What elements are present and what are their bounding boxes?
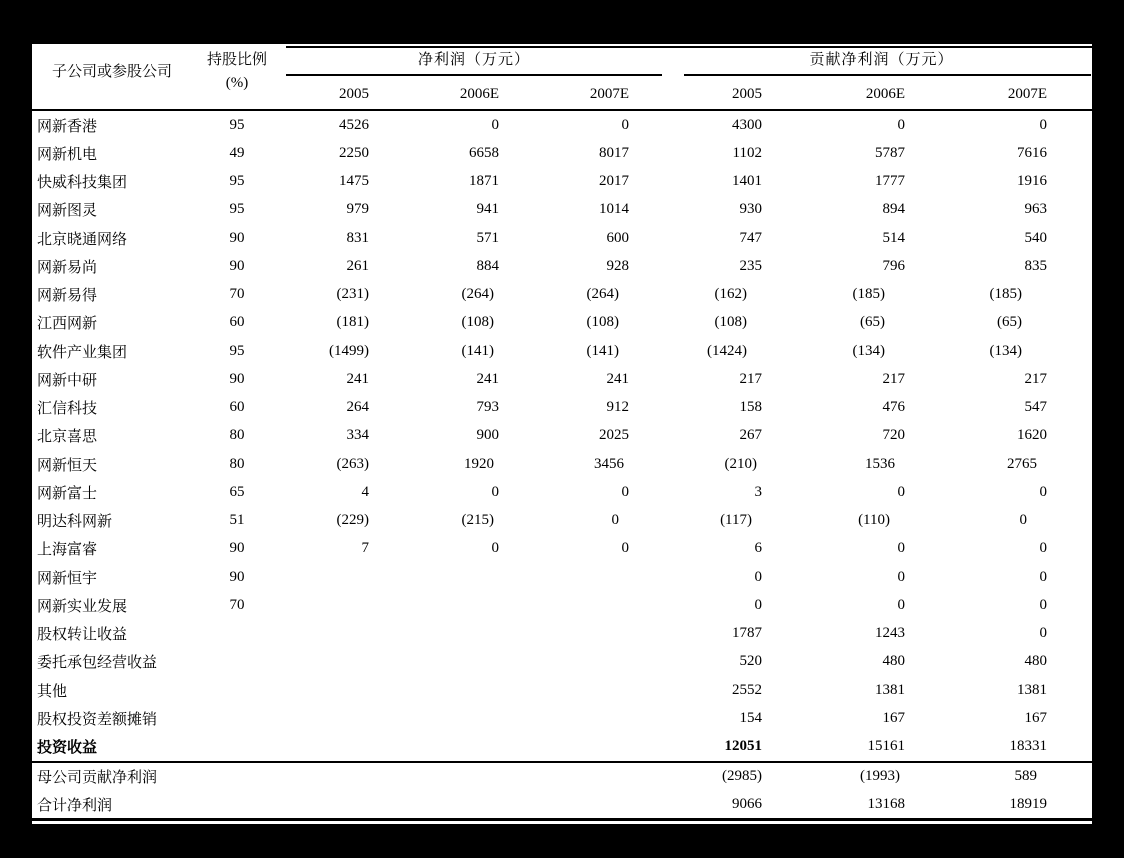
table-row (32, 196, 1092, 224)
value-cell: (162) (714, 286, 747, 303)
year-header: 2005 (339, 86, 369, 102)
company-name-cell: 合计净利润 (37, 797, 113, 814)
value-cell: (1993) (860, 768, 900, 785)
value-cell: 0 (897, 568, 905, 585)
value-cell: 793 (476, 399, 499, 416)
value-cell: 2552 (732, 681, 762, 698)
value-cell: 4526 (339, 116, 369, 133)
holding-column-header: 持股比例 (206, 52, 267, 68)
company-name-cell: 上海富睿 (37, 542, 98, 559)
value-cell: 2025 (599, 427, 629, 444)
value-cell: (134) (852, 342, 885, 359)
year-header: 2006E (865, 86, 905, 102)
value-cell: 0 (1039, 540, 1047, 557)
value-cell: (229) (336, 512, 369, 529)
value-cell: 154 (739, 709, 762, 726)
holding-percent-cell: 70 (229, 286, 245, 303)
holding-percent-cell: 65 (229, 483, 245, 500)
value-cell: (141) (586, 342, 619, 359)
value-cell: 7616 (1017, 144, 1047, 161)
value-cell: 476 (882, 399, 905, 416)
value-cell: 0 (1039, 596, 1047, 613)
value-cell: 0 (1019, 512, 1027, 529)
value-cell: (2985) (722, 768, 762, 785)
table-row (32, 394, 1092, 422)
table-row (32, 478, 1092, 506)
value-cell: 0 (621, 483, 629, 500)
value-cell: (141) (461, 342, 494, 359)
company-name-cell: 软件产业集团 (37, 344, 128, 361)
value-cell: (1499) (329, 342, 369, 359)
table-row (32, 450, 1092, 478)
value-cell: 1777 (875, 173, 905, 190)
holding-percent-cell: 90 (229, 370, 245, 387)
table-row (32, 791, 1092, 819)
value-cell: 831 (346, 229, 369, 246)
holding-percent-cell: 80 (229, 455, 245, 472)
value-cell: 1401 (732, 173, 762, 190)
holding-percent-cell: 90 (229, 540, 245, 557)
value-cell: (185) (852, 286, 885, 303)
document-page (32, 44, 1092, 824)
company-name-cell: 网新图灵 (37, 203, 98, 220)
table-row (32, 224, 1092, 252)
table-bottom-rule (32, 818, 1092, 821)
value-cell: 963 (1024, 201, 1047, 218)
value-cell: 0 (897, 540, 905, 557)
company-name-cell: 网新恒天 (37, 457, 98, 474)
value-cell: 3 (754, 483, 762, 500)
value-cell: (263) (336, 455, 369, 472)
company-name-cell: 网新富士 (37, 485, 98, 502)
value-cell: 3456 (594, 455, 624, 472)
year-header: 2006E (459, 86, 499, 102)
table-row (32, 309, 1092, 337)
contributed-spanner-rule (684, 74, 1091, 76)
company-name-cell: 北京晓通网络 (37, 231, 128, 248)
value-cell: 1871 (469, 173, 499, 190)
value-cell: 241 (476, 370, 499, 387)
year-header: 2007E (1007, 86, 1047, 102)
table-footer (32, 763, 1092, 818)
holding-percent-cell: 80 (229, 427, 245, 444)
value-cell: 2250 (339, 144, 369, 161)
year-header: 2005 (732, 86, 762, 102)
holding-percent-cell: 90 (229, 568, 245, 585)
value-cell: 1381 (875, 681, 905, 698)
value-cell: 0 (621, 116, 629, 133)
value-cell: 480 (1024, 653, 1047, 670)
value-cell: (134) (989, 342, 1022, 359)
value-cell: (181) (336, 314, 369, 331)
value-cell: 0 (754, 568, 762, 585)
value-cell: 540 (1024, 229, 1047, 246)
company-name-cell: 快威科技集团 (37, 175, 128, 192)
company-name-cell: 网新机电 (37, 146, 98, 163)
value-cell: 1920 (464, 455, 494, 472)
value-cell: 15161 (867, 738, 905, 755)
value-cell: 2017 (599, 173, 629, 190)
table-row (32, 620, 1092, 648)
value-cell: 0 (621, 540, 629, 557)
value-cell: 158 (739, 399, 762, 416)
table-row (32, 281, 1092, 309)
table-row (32, 139, 1092, 167)
value-cell: 0 (897, 483, 905, 500)
table-body (32, 111, 1092, 761)
holding-percent-cell: 70 (229, 596, 245, 613)
value-cell: 1381 (1017, 681, 1047, 698)
value-cell: 1916 (1017, 173, 1047, 190)
company-name-cell: 北京喜思 (37, 429, 98, 446)
value-cell: 894 (882, 201, 905, 218)
value-cell: (65) (997, 314, 1022, 331)
value-cell: 8017 (599, 144, 629, 161)
net-profit-spanner-rule (286, 74, 662, 76)
table-row (32, 337, 1092, 365)
value-cell: (210) (724, 455, 757, 472)
company-name-cell: 网新实业发展 (37, 598, 128, 615)
value-cell: 796 (882, 257, 905, 274)
table-row (32, 704, 1092, 732)
value-cell: 334 (346, 427, 369, 444)
value-cell: 747 (739, 229, 762, 246)
value-cell: 235 (739, 257, 762, 274)
value-cell: 720 (882, 427, 905, 444)
table-row (32, 365, 1092, 393)
company-name-cell: 汇信科技 (37, 401, 98, 418)
value-cell: 835 (1024, 257, 1047, 274)
value-cell: 514 (882, 229, 905, 246)
table-row (32, 733, 1092, 761)
holding-percent-cell: 95 (229, 342, 245, 359)
value-cell: 589 (1014, 768, 1037, 785)
value-cell: 0 (1039, 625, 1047, 642)
value-cell: 6658 (469, 144, 499, 161)
value-cell: 2765 (1007, 455, 1037, 472)
table-row (32, 111, 1092, 139)
holding-percent-cell: 60 (229, 399, 245, 416)
value-cell: 928 (606, 257, 629, 274)
value-cell: 267 (739, 427, 762, 444)
value-cell: 1243 (875, 625, 905, 642)
holding-percent-cell: 95 (229, 116, 245, 133)
value-cell: 1475 (339, 173, 369, 190)
value-cell: 0 (897, 596, 905, 613)
company-name-cell: 股权投资差额摊销 (37, 711, 158, 728)
table-top-rule (286, 46, 1092, 49)
value-cell: 217 (1024, 370, 1047, 387)
value-cell: 1620 (1017, 427, 1047, 444)
holding-percent-cell: 90 (229, 257, 245, 274)
holding-percent-cell: 90 (229, 229, 245, 246)
value-cell: (231) (336, 286, 369, 303)
table-row (32, 763, 1092, 791)
value-cell: 0 (1039, 483, 1047, 500)
company-name-cell: 明达科网新 (37, 514, 113, 531)
value-cell: 13168 (867, 795, 905, 812)
table-row (32, 535, 1092, 563)
value-cell: 264 (346, 399, 369, 416)
value-cell: (1424) (707, 342, 747, 359)
value-cell: 0 (897, 116, 905, 133)
value-cell: (110) (858, 512, 890, 529)
value-cell: 217 (739, 370, 762, 387)
value-cell: 0 (754, 596, 762, 613)
value-cell: 520 (739, 653, 762, 670)
table-row (32, 422, 1092, 450)
company-name-cell: 网新香港 (37, 118, 98, 135)
value-cell: 930 (739, 201, 762, 218)
holding-unit-label: (%) (225, 75, 249, 91)
value-cell: 7 (361, 540, 369, 557)
year-header-row (32, 83, 1092, 105)
value-cell: 6 (754, 540, 762, 557)
value-cell: 547 (1024, 399, 1047, 416)
value-cell: 241 (346, 370, 369, 387)
value-cell: 5787 (875, 144, 905, 161)
table-row (32, 591, 1092, 619)
value-cell: (117) (720, 512, 752, 529)
value-cell: 884 (476, 257, 499, 274)
group-header-contributed-net-profit: 贡献净利润（万元） (809, 52, 954, 68)
value-cell: 979 (346, 201, 369, 218)
table-row (32, 563, 1092, 591)
value-cell: 0 (1039, 568, 1047, 585)
year-header: 2007E (589, 86, 629, 102)
value-cell: 12051 (724, 738, 762, 755)
company-name-cell: 委托承包经营收益 (37, 655, 158, 672)
value-cell: 261 (346, 257, 369, 274)
company-name-cell: 网新易得 (37, 288, 98, 305)
value-cell: 1787 (732, 625, 762, 642)
holding-percent-cell: 60 (229, 314, 245, 331)
value-cell: 912 (606, 399, 629, 416)
value-cell: (264) (586, 286, 619, 303)
value-cell: 1102 (732, 144, 762, 161)
company-name-cell: 股权转让收益 (37, 627, 128, 644)
company-name-cell: 网新易尚 (37, 259, 98, 276)
company-name-cell: 江西网新 (37, 316, 98, 333)
value-cell: 1536 (865, 455, 895, 472)
company-name-cell: 母公司贡献净利润 (37, 770, 158, 787)
value-cell: 167 (882, 709, 905, 726)
value-cell: 0 (611, 512, 619, 529)
value-cell: 600 (606, 229, 629, 246)
value-cell: (108) (714, 314, 747, 331)
table-row (32, 168, 1092, 196)
value-cell: 0 (1039, 116, 1047, 133)
value-cell: 0 (491, 483, 499, 500)
group-header-net-profit: 净利润（万元） (417, 52, 530, 68)
company-name-cell: 网新中研 (37, 372, 98, 389)
value-cell: 217 (882, 370, 905, 387)
table-row (32, 648, 1092, 676)
year-header-spacer (32, 83, 282, 105)
value-cell: 9066 (732, 795, 762, 812)
value-cell: 241 (606, 370, 629, 387)
company-column-header: 子公司或参股公司 (51, 64, 172, 80)
value-cell: 480 (882, 653, 905, 670)
value-cell: 167 (1024, 709, 1047, 726)
company-name-cell: 投资收益 (37, 740, 98, 757)
value-cell: 18331 (1009, 738, 1047, 755)
table-row (32, 507, 1092, 535)
value-cell: 4300 (732, 116, 762, 133)
value-cell: 18919 (1009, 795, 1047, 812)
holding-percent-cell: 95 (229, 201, 245, 218)
table-row (32, 252, 1092, 280)
value-cell: (65) (860, 314, 885, 331)
value-cell: 941 (476, 201, 499, 218)
value-cell: 1014 (599, 201, 629, 218)
value-cell: (108) (586, 314, 619, 331)
value-cell: (264) (461, 286, 494, 303)
value-cell: 0 (491, 540, 499, 557)
value-cell: 571 (476, 229, 499, 246)
holding-percent-cell: 95 (229, 173, 245, 190)
value-cell: 4 (361, 483, 369, 500)
company-name-cell: 网新恒宇 (37, 570, 98, 587)
value-cell: 0 (491, 116, 499, 133)
value-cell: 900 (476, 427, 499, 444)
holding-percent-cell: 49 (229, 144, 245, 161)
company-name-cell: 其他 (37, 683, 68, 700)
value-cell: (185) (989, 286, 1022, 303)
table-row (32, 676, 1092, 704)
holding-percent-cell: 51 (229, 512, 245, 529)
value-cell: (215) (461, 512, 494, 529)
value-cell: (108) (461, 314, 494, 331)
